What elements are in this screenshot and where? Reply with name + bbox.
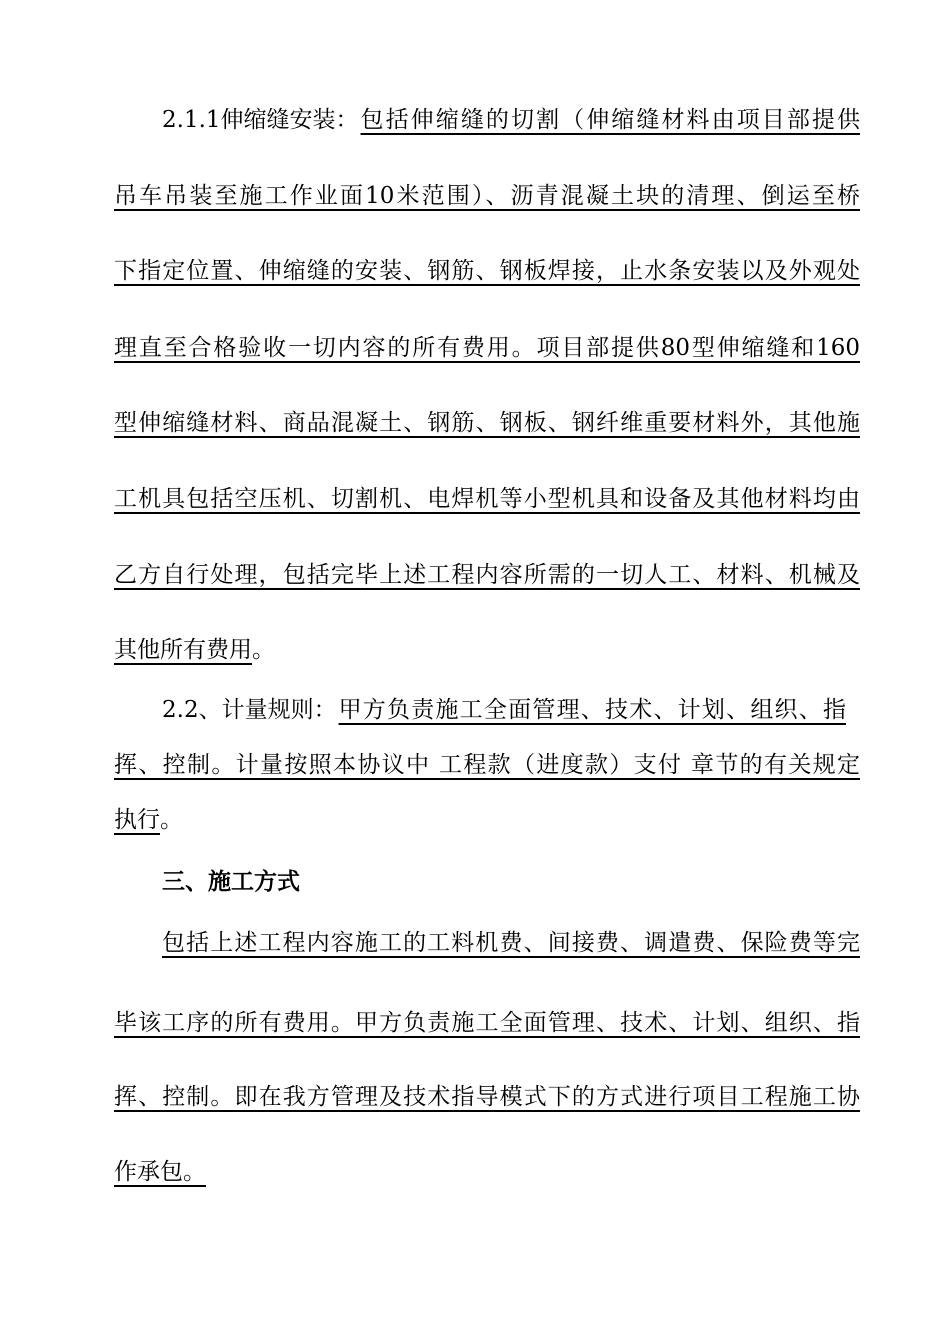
underlined-text: 作承包。 [114, 1159, 206, 1185]
paragraph-line: 乙方自行处理，包括完毕上述工程内容所需的一切人工、材料、机械及 [114, 562, 860, 588]
paragraph-line: 下指定位置、伸缩缝的安装、钢筋、钢板焊接，止水条安装以及外观处 [114, 258, 860, 284]
end-punctuation: 。 [160, 807, 183, 833]
paragraph-line: 理直至合格验收一切内容的所有费用。项目部提供80型伸缩缝和160 [114, 335, 860, 361]
underlined-text: 执行 [114, 807, 160, 833]
paragraph-line: 毕该工序的所有费用。甲方负责施工全面管理、技术、计划、组织、指 [114, 1010, 860, 1036]
paragraph-line: 包括上述工程内容施工的工料机费、间接费、调遣费、保险费等完 [162, 930, 860, 956]
section-heading: 三、施工方式 [162, 868, 300, 895]
paragraph-line: 型伸缩缝材料、商品混凝土、钢筋、钢板、钢纤维重要材料外，其他施 [114, 410, 860, 436]
paragraph-line: 挥、控制。计量按照本协议中 工程款（进度款）支付 章节的有关规定 [114, 752, 860, 778]
paragraph-line [162, 103, 860, 137]
paragraph-line: 挥、控制。即在我方管理及技术指导模式下的方式进行项目工程施工协 [114, 1084, 860, 1110]
paragraph-line: 工机具包括空压机、切割机、电焊机等小型机具和设备及其他材料均由 [114, 486, 860, 512]
section-label: 2.1.1伸缩缝安装： [162, 107, 359, 133]
paragraph-line: 吊车吊装至施工作业面10米范围）、沥青混凝土块的清理、倒运至桥 [114, 183, 860, 209]
paragraph-line [114, 1155, 860, 1189]
underlined-text: 包括伸缩缝的切割（伸缩缝材料由项目部提供 [360, 107, 860, 133]
section-label: 2.2、计量规则： [162, 697, 337, 723]
paragraph-line [162, 693, 860, 727]
underlined-text: 甲方负责施工全面管理、技术、计划、组织、指 [338, 697, 846, 723]
paragraph-line [114, 633, 860, 667]
paragraph-line [114, 803, 860, 837]
underlined-text: 其他所有费用 [114, 637, 252, 663]
end-punctuation: 。 [252, 637, 275, 663]
